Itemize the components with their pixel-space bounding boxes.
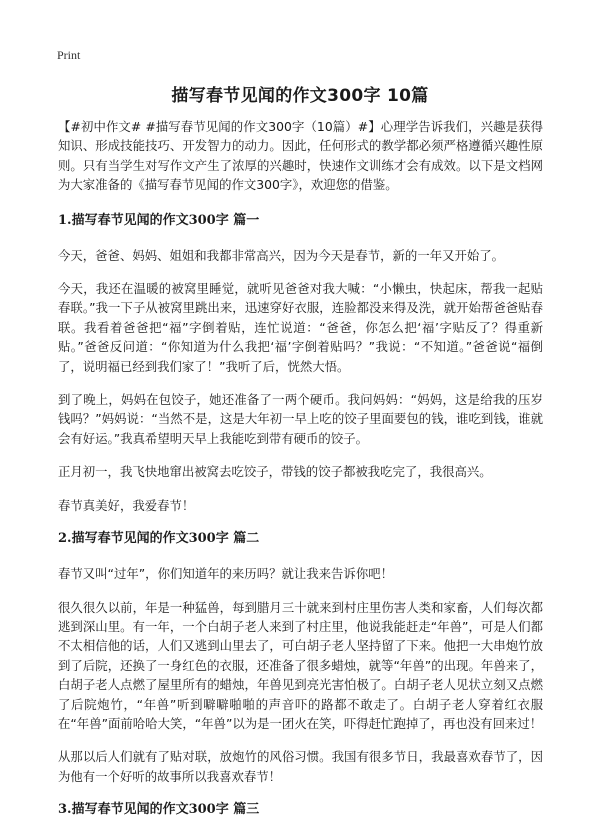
intro-paragraph: 【#初中作文# #描写春节见闻的作文300字（10篇）#】心理学告诉我们，兴趣是获得知识、形成技能技巧、开发智力的动力。因此，任何形式的教学都必须严格遵循兴趣性原则。只有当学生对写作文产生了浓厚的兴趣时，快速作文训练才会有成效。以下是文档网为大家准备的《描写春节见闻的作文300字》，欢迎您的借鉴。	[58, 119, 543, 193]
section-heading: 1.描写春节见闻的作文300字 篇一	[58, 212, 260, 228]
section-paragraph: 春节真美好，我爱春节！	[58, 497, 195, 513]
section-paragraph: 今天，爸爸、妈妈、姐姐和我都非常高兴，因为今天是春节，新的一年又开始了。	[58, 247, 505, 263]
page-title: 描写春节见闻的作文300字 10篇	[171, 86, 429, 106]
print-link[interactable]: Print	[57, 48, 81, 62]
section-paragraph: 从那以后人们就有了贴对联，放炮竹的风俗习惯。我国有很多节日，我最喜欢春节了，因为他有一个好听的故事所以我喜欢春节！	[58, 749, 543, 784]
section-heading: 3.描写春节见闻的作文300字 篇三	[58, 802, 260, 818]
article-body	[58, 117, 543, 835]
section-paragraph: 很久很久以前，年是一种猛兽，每到腊月三十就来到村庄里伤害人类和家畜，人们每次都逃到深山里。有一年，一个白胡子老人来到了村庄里，他说我能赶走“年兽”，可是人们都不太相信他的话，人们又逃到山里去了，可白胡子老人坚持留了下来。他把一大串炮竹放到了后院，还换了一身红色的衣服，还准备了很多蜡烛，就等“年兽”的出现。年兽来了，白胡子老人点燃了屋里所有的蜡烛，年兽见到亮光害怕极了。白胡子老人见状立刻又点燃了后院炮竹，“年兽”听到噼噼啪啪的声音吓的路都不敢走了。白胡子老人穿着红衣服在“年兽”面前哈哈大笑，“年兽”以为是一团火在笑，吓得赶忙跑掉了，再也没有回来过！	[58, 599, 543, 731]
section-paragraph: 正月初一，我飞快地窜出被窝去吃饺子，带钱的饺子都被我吃完了，我很高兴。	[58, 464, 492, 480]
section-heading: 2.描写春节见闻的作文300字 篇二	[58, 531, 260, 547]
section-paragraph: 今天，我还在温暖的被窝里睡觉，就听见爸爸对我大喊：“小懒虫，快起床，帮我一起贴春联。”我一下子从被窝里跳出来，迅速穿好衣服，连脸都没来得及洗，就开始帮爸爸贴春联。我看着爸爸把“福”字倒着贴，连忙说道：“爸爸，你怎么把‘福’字贴反了？得重新贴。”爸爸反问道：“你知道为什么我把‘福’字倒着贴吗？”我说：“不知道。”爸爸说“福倒了，说明福已经到我们家了！”我听了后，恍然大悟。	[58, 281, 543, 374]
section-paragraph: 春节又叫“过年”，你们知道年的来历吗？就让我来告诉你吧！	[58, 566, 393, 582]
section-paragraph: 到了晚上，妈妈在包饺子，她还准备了一两个硬币。我问妈妈：“妈妈，这是给我的压岁钱吗？”妈妈说：“当然不是，这是大年初一早上吃的饺子里面要包的钱，谁吃到钱，谁就会有好运。”我真希望明天早上我能吃到带有硬币的饺子。	[58, 392, 543, 446]
